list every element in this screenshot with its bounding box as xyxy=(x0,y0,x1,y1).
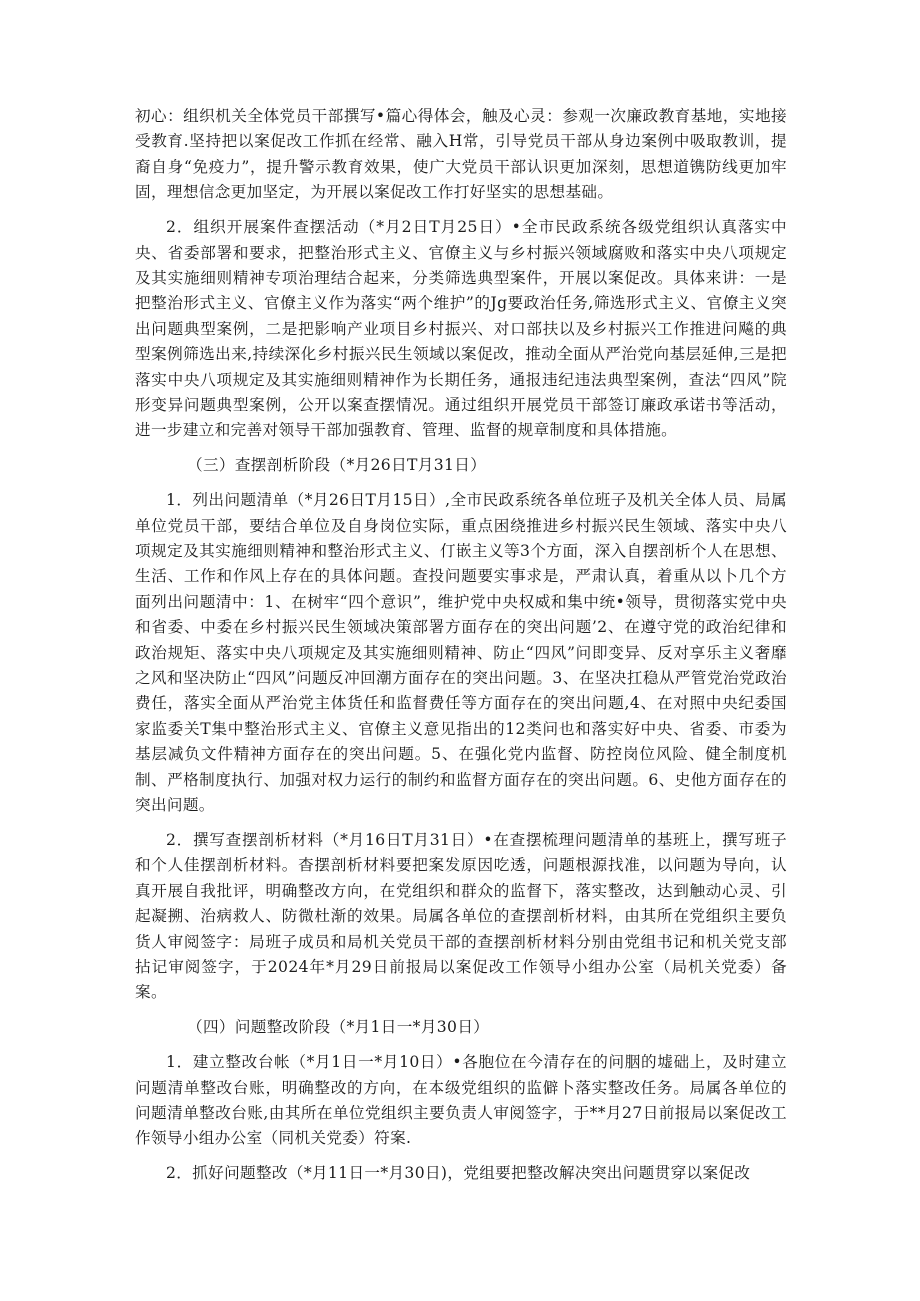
paragraph-rectification-work: 2．抓好问题整改（*月11日一*月30日)，党组要把整改解决突出问题贯穿以案促改 xyxy=(166,1164,751,1183)
paragraph-education-summary: 初心：组织机关全体党员干部撰写•篇心得体会，触及心灵：参观一次廉政教育基地，实地接受教育.坚持把以案促改工作抓在经常、融入H常，引导党员干部从身边案例中吸取教训，提裔自身“免疫力”，提升警示教育效果，使广大党员干部认识更加深刻，思想道镌防线更加牢固，理想信念更加坚定，为开展以案促改工作打好坚实的思想基础。 xyxy=(135,107,787,202)
paragraph-case-review-activity: 2．组织开展案件查摆活动（*月2日T月25日）•全市民政系统各级党组织认真落实中央、省委部署和要求，把整治形式主义、官僚主义与乡村振兴领域腐败和落实中央八项规定及其实施细则精神专项治理结合起来，分类筛选典型案件，开展以案促改。具体来讲：一是把整治形式主义、官僚主义作为落实“两个维护”的Jg要政治任务,筛选形式主义、官僚主义突出问题典型案例，二是把影响产业项目乡村振兴、对口部扶以及乡村振兴工作推进问飚的典型案例筛选出来,持续深化乡村振兴民生领域以案促改，推动全面从严治党向基层延伸,三是把落实中央八项规定及其实施细则精神作为长期任务，通报违纪违法典型案例，查法“四风”院形变异问题典型案例，公开以案查摆情况。通过组织开展党员干部签订廉政承诺书等活动，进一步建立和完善对领导干部加强教育、管理、监督的规章制度和具体措施。 xyxy=(135,218,787,440)
section-heading-review-analysis: （三）查摆剖析阶段（*月26日T月31日） xyxy=(187,456,487,475)
section-heading-rectification: （四）问题整改阶段（*月1日一*月30日） xyxy=(187,1018,490,1037)
paragraph-analysis-materials: 2．撰写查摆剖析材料（*月16日T月31日）•在查摆梳理问题清单的基班上，撰写班子和个人佳摆剖析材料。杳摆剖析材料要把案发原因吃透，问题根源找准，以问题为导向，认真开展自我批评，明确整改方向，在党组织和群众的监督下，落实整改，达到触动心灵、引起凝搠、治病救人、防微杜渐的效果。局属各单位的查摆剖析材料，由其所在党组织主要负货人审阅签字：局班子成员和局机关党员干部的查摆剖析材料分别由党组书记和机关党支部拈记审阅签字，于2024年*月29日前报局以案促改工作领导小组办公室（局机关党委）备案。 xyxy=(135,830,787,1002)
document-page xyxy=(135,104,787,1196)
paragraph-rectification-ledger: 1．建立整改台帐（*月1日一*月10日）•各胞位在今清存在的问胭的墟础上，及时建立问题清单整改台账，明确整改的方向，在本级党组织的监僻卜落实整改任务。局属各单位的问题清单整改台账,由其所在单位党组织主要负责人审阅签字，于**月27日前报局以案促改工作领导小组办公室（同机关党委）符案. xyxy=(135,1053,787,1148)
paragraph-problem-list: 1．列出问题清单（*月26日T月15日）,全市民政系统各单位班子及机关全体人员、局属单位党员干部，要结合单位及自身岗位实际，重点困绕推进乡村振兴民生领域、落实中央八项规定及其实施细则精神和整治形式主义、仃嵌主义等3个方面，深入自摆剖析个人在思想、生活、工作和作风上存在的具体问题。查投问题要实事求是，严肃认真，着重从以卜几个方面列出问题清中：1、在树牢“四个意识”，维护党中央权威和集中统•领导，贯彻落实党中央和省委、中委在乡村振兴民生领域决策部署方面存在的突出问题’2、在遵守党的政治纪律和政治规矩、落实中央八项规定及其实施细则精神、防止“四风”问即变异、反对享乐主义奢靡之风和坚决防止“四风”问题反冲回潮方面存在的突出问题。3、在坚决扛稳从严管党治党政治费任，落实全面从严治党主体货任和监督费任等方面存在的突出问题,4、在对照中央纪委国家监委关T集中整治形式主义、官僚主义意见指出的12类问也和落实好中央、省委、市委为基层减负文件精神方面存在的突出问题。5、在强化党内监督、防控岗位风险、健全制度机制、严格制度执行、加强对权力运行的制约和监督方面存在的突出问题。6、史他方面存在的突出问题。 xyxy=(135,491,787,815)
